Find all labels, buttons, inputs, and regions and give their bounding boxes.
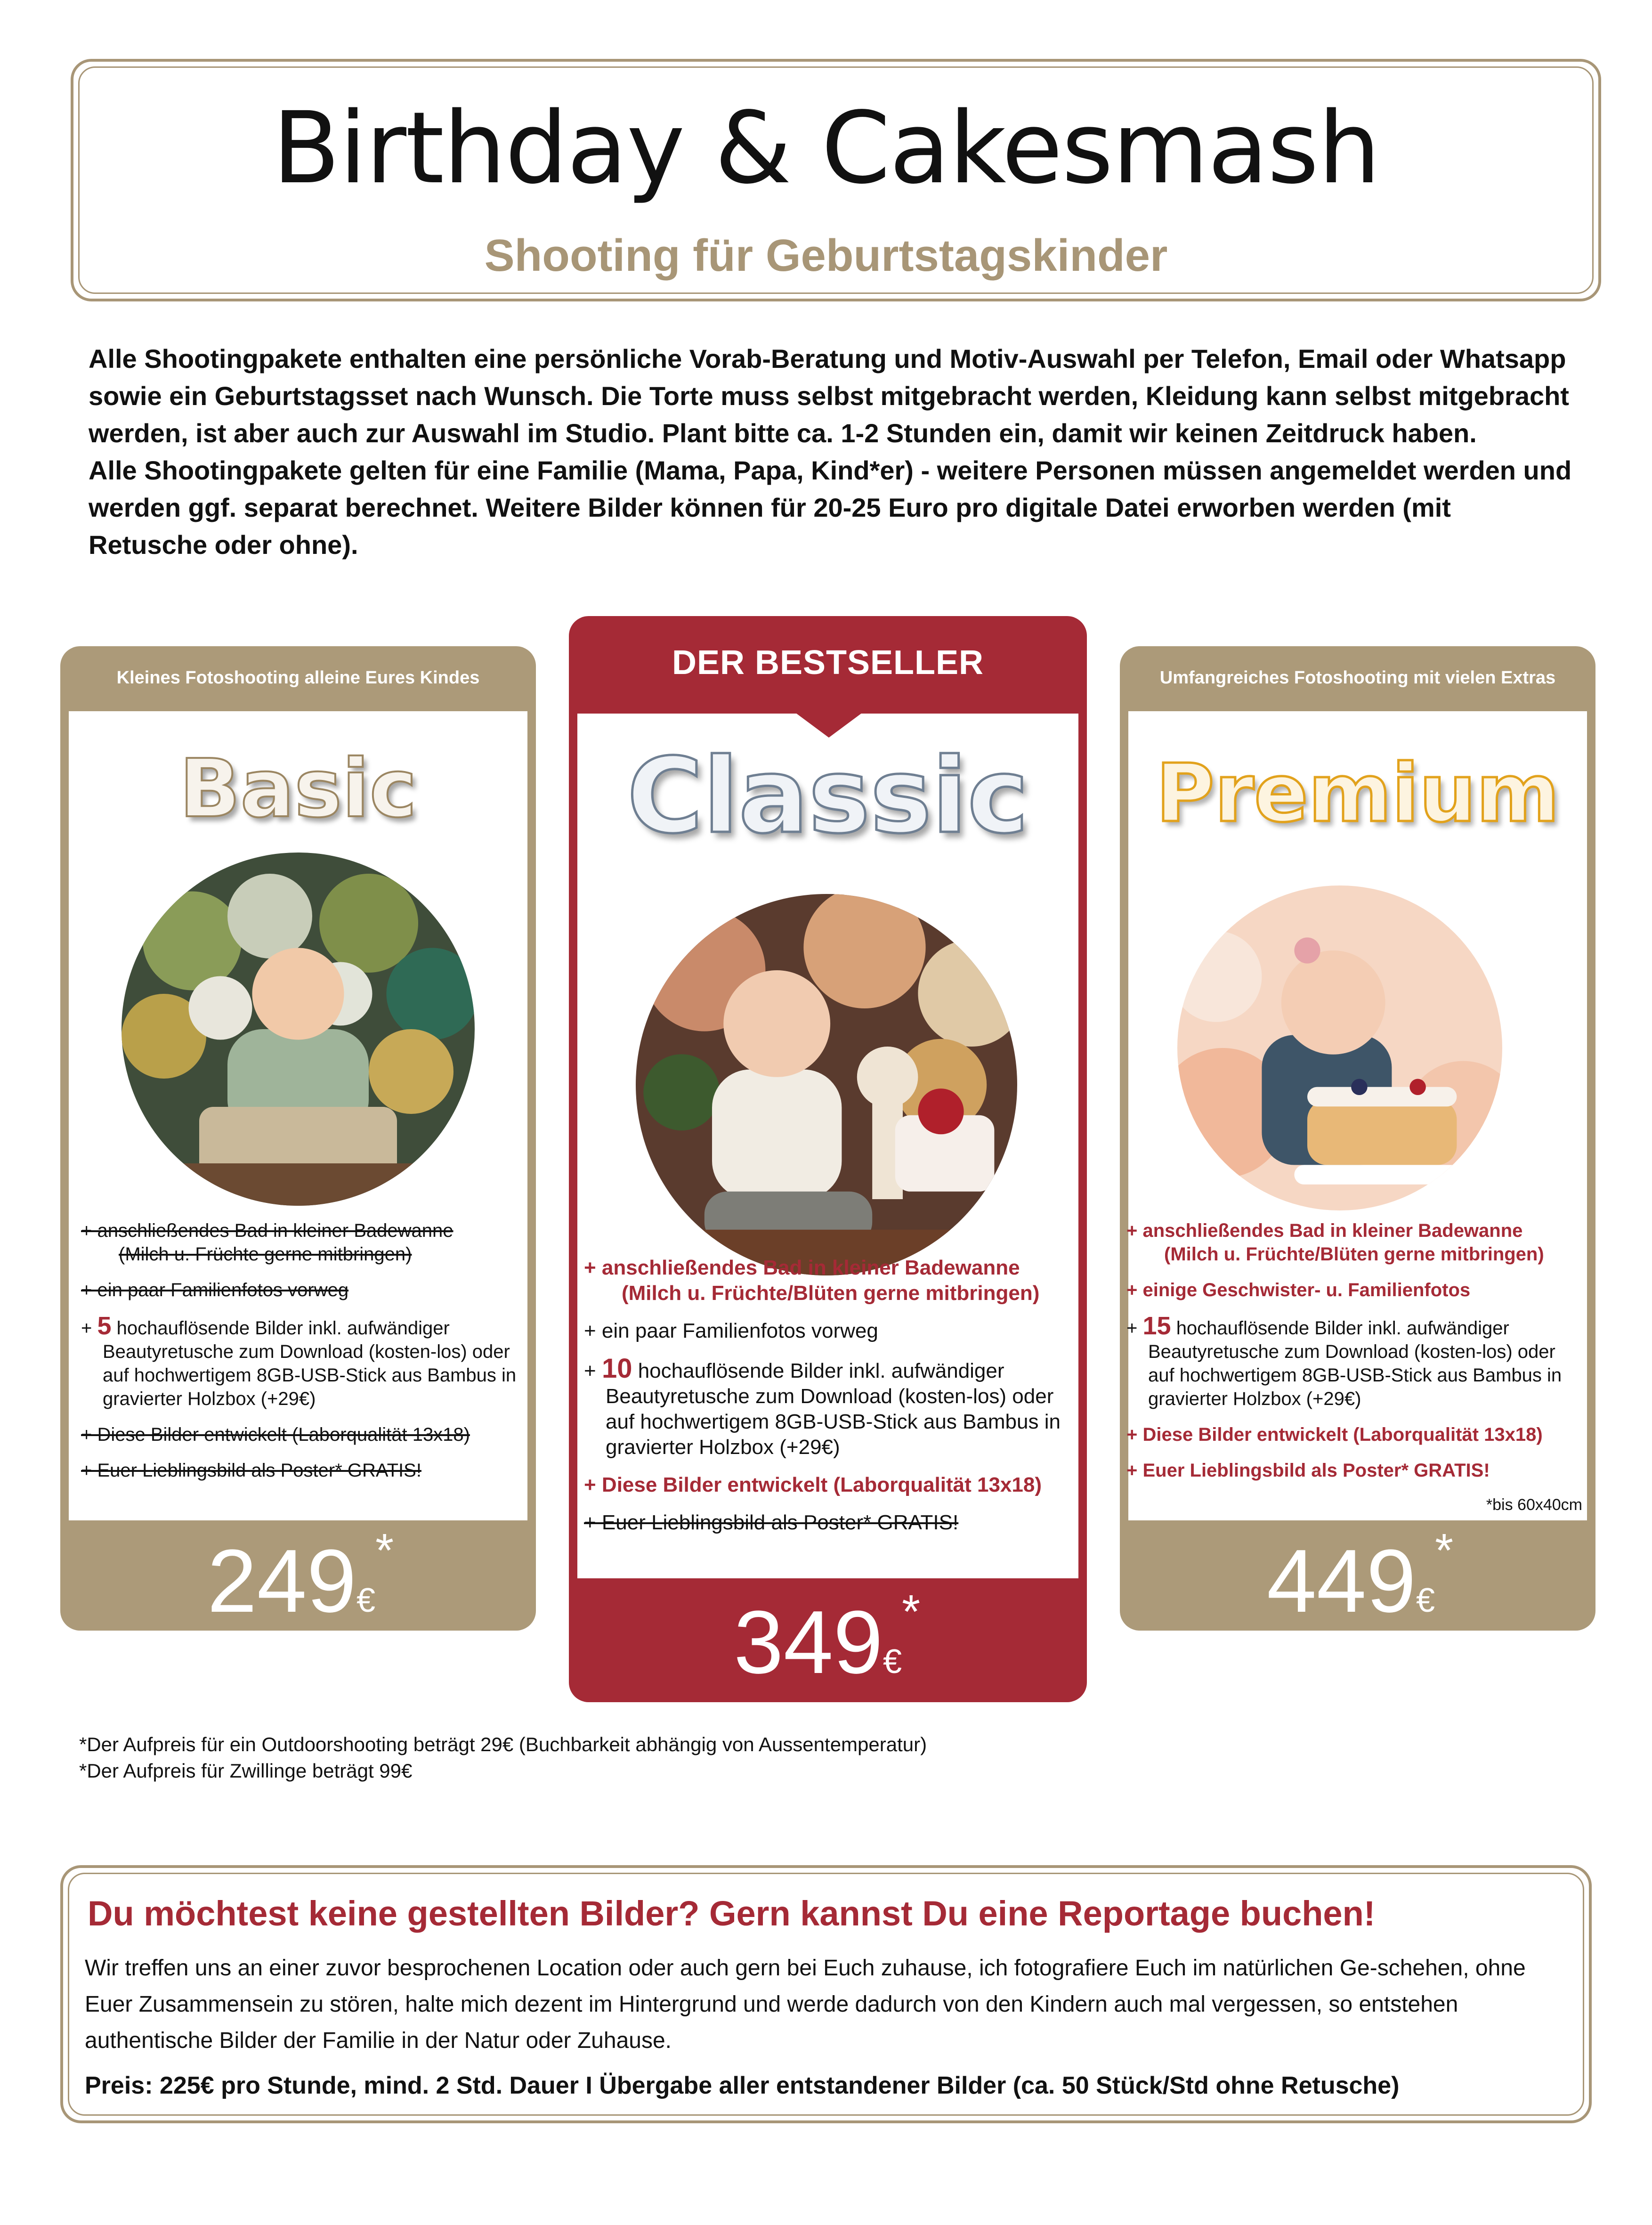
basic-images-count: 5 — [97, 1312, 112, 1340]
basic-feature-list — [81, 1219, 519, 1494]
page-title: Birthday & Cakesmash — [272, 90, 1380, 206]
classic-images-text: hochauflösende Bilder inkl. aufwändiger Beautyretusche zum Download (kosten-los) oder auf hochwertigem 8GB-USB-Stick aus Bambus in gravierter Holzbox (+29€) — [606, 1359, 1061, 1459]
classic-images-count: 10 — [601, 1353, 632, 1384]
reportage-text — [85, 1950, 1573, 2059]
premium-feature-bath-sub: (Milch u. Früchte/Blüten gerne mitbringen) — [1164, 1244, 1544, 1265]
reportage-title: Du möchtest keine gestellten Bilder? Gern kannst Du eine Reportage buchen! — [88, 1894, 1376, 1933]
page-subtitle: Shooting für Geburtstagskinder — [484, 230, 1168, 281]
premium-feature-bath-text: + anschließendes Bad in kleiner Badewanne — [1126, 1220, 1523, 1241]
intro-text — [89, 340, 1577, 563]
classic-price-value: 349 — [734, 1592, 883, 1692]
basic-feature-bath — [81, 1219, 519, 1266]
basic-images-text: hochauflösende Bilder inkl. aufwändiger Beautyretusche zum Download (kosten-los) oder auf hochwertigem 8GB-USB-Stick aus Bambus in gravierter Holzbox (+29€) — [103, 1318, 517, 1409]
premium-feature-develop: + Diese Bilder entwickelt (Laborqualität 13x18) — [1126, 1424, 1543, 1445]
basic-feature-bath-text: + anschließendes Bad in kleiner Badewanne — [81, 1220, 453, 1241]
surcharge-notes — [79, 1731, 927, 1784]
note-twins: *Der Aufpreis für Zwillinge beträgt 99€ — [79, 1760, 413, 1782]
premium-feature-list — [1126, 1219, 1579, 1494]
basic-price-currency: € — [356, 1582, 376, 1619]
classic-feature-images — [584, 1353, 1078, 1460]
premium-feature-images — [1126, 1314, 1579, 1411]
classic-baby-photo — [636, 894, 1017, 1275]
classic-feature-family: + ein paar Familienfotos vorweg — [584, 1319, 878, 1342]
classic-feature-develop: + Diese Bilder entwickelt (Laborqualität 13x18) — [584, 1473, 1042, 1496]
basic-price-star: * — [375, 1524, 394, 1577]
premium-package-name: Premium — [1156, 747, 1560, 840]
basic-images-plus: + — [81, 1318, 92, 1339]
classic-feature-bath-text: + anschließendes Bad in kleiner Badewanne — [584, 1256, 1020, 1279]
premium-price-star: * — [1435, 1524, 1453, 1577]
note-outdoor: *Der Aufpreis für ein Outdoorshooting beträgt 29€ (Buchbarkeit abhängig von Aussentemperatur) — [79, 1733, 927, 1755]
premium-price-currency: € — [1416, 1582, 1435, 1619]
classic-price-star: * — [902, 1585, 920, 1638]
premium-price-value: 449 — [1267, 1531, 1417, 1631]
basic-feature-bath-sub: (Milch u. Früchte gerne mitbringen) — [119, 1244, 412, 1265]
basic-feature-poster: + Euer Lieblingsbild als Poster* GRATIS! — [81, 1460, 421, 1481]
premium-feature-bath — [1126, 1219, 1579, 1266]
classic-images-plus: + — [584, 1359, 596, 1382]
classic-price — [734, 1585, 920, 1692]
classic-feature-list — [584, 1255, 1078, 1548]
classic-package-name: Classic — [627, 736, 1029, 856]
premium-tagline: Umfangreiches Fotoshooting mit vielen Extras — [1159, 668, 1556, 688]
classic-feature-bath — [584, 1255, 1078, 1306]
classic-feature-bath-sub: (Milch u. Früchte/Blüten gerne mitbringen) — [622, 1282, 1040, 1305]
bestseller-ribbon: DER BESTSELLER — [672, 644, 984, 682]
bestseller-notch — [796, 713, 862, 738]
premium-feature-siblings: + einige Geschwister- u. Familienfotos — [1126, 1280, 1471, 1300]
basic-package-name: Basic — [179, 742, 417, 836]
basic-baby-photo — [121, 853, 475, 1206]
premium-images-text: hochauflösende Bilder inkl. aufwändiger Beautyretusche zum Download (kosten-los) oder auf hochwertigem 8GB-USB-Stick aus Bambus in gravierter Holzbox (+29€) — [1148, 1318, 1562, 1409]
basic-feature-family: + ein paar Familienfotos vorweg — [81, 1280, 349, 1300]
premium-feature-poster: + Euer Lieblingsbild als Poster* GRATIS! — [1126, 1460, 1490, 1481]
reportage-paragraph: Wir treffen uns an einer zuvor besprochenen Location oder auch gern bei Euch zuhause, ich fotografiere Euch im natürlichen Ge-schehen, ohne Euer Zusammensein zu stören, halte mich dezent im Hintergrund und werde dadurch von den Kindern auch mal vergessen, so entstehen authentische Bilder der Familie in der Natur oder Zuhause. — [85, 1956, 1526, 2053]
basic-price-value: 249 — [207, 1531, 357, 1631]
basic-tagline: Kleines Fotoshooting alleine Eures Kindes — [116, 668, 480, 688]
premium-images-count: 15 — [1142, 1312, 1171, 1340]
premium-images-plus: + — [1126, 1318, 1138, 1339]
basic-price — [207, 1524, 394, 1631]
classic-price-currency: € — [883, 1643, 902, 1681]
intro-paragraph-2: Alle Shootingpakete gelten für eine Familie (Mama, Papa, Kind*er) - weitere Personen müssen angemeldet werden und werden ggf. separat berechnet. Weitere Bilder können für 20-25 Euro pro digitale Datei erworben werden (mit Retusche oder ohne). — [89, 455, 1572, 560]
premium-poster-note: *bis 60x40cm — [1486, 1496, 1582, 1514]
intro-paragraph-1: Alle Shootingpakete enthalten eine persönliche Vorab-Beratung und Motiv-Auswahl per Telefon, Email oder Whatsapp sowie ein Geburtstagsset nach Wunsch. Die Torte muss selbst mitgebracht werden, Kleidung kann selbst mitgebracht werden, ist aber auch zur Auswahl im Studio. Plant bitte ca. 1-2 Stunden ein, damit wir keinen Zeitdruck haben. — [89, 344, 1569, 448]
basic-feature-develop: + Diese Bilder entwickelt (Laborqualität 13x18) — [81, 1424, 470, 1445]
reportage-price: Preis: 225€ pro Stunde, mind. 2 Std. Dauer I Übergabe aller entstandener Bilder (ca. 50 Stück/Std ohne Retusche) — [85, 2072, 1400, 2099]
premium-price — [1267, 1524, 1453, 1631]
premium-baby-photo — [1177, 885, 1502, 1210]
basic-feature-images — [81, 1314, 519, 1411]
classic-feature-poster: + Euer Lieblingsbild als Poster* GRATIS! — [584, 1511, 959, 1534]
